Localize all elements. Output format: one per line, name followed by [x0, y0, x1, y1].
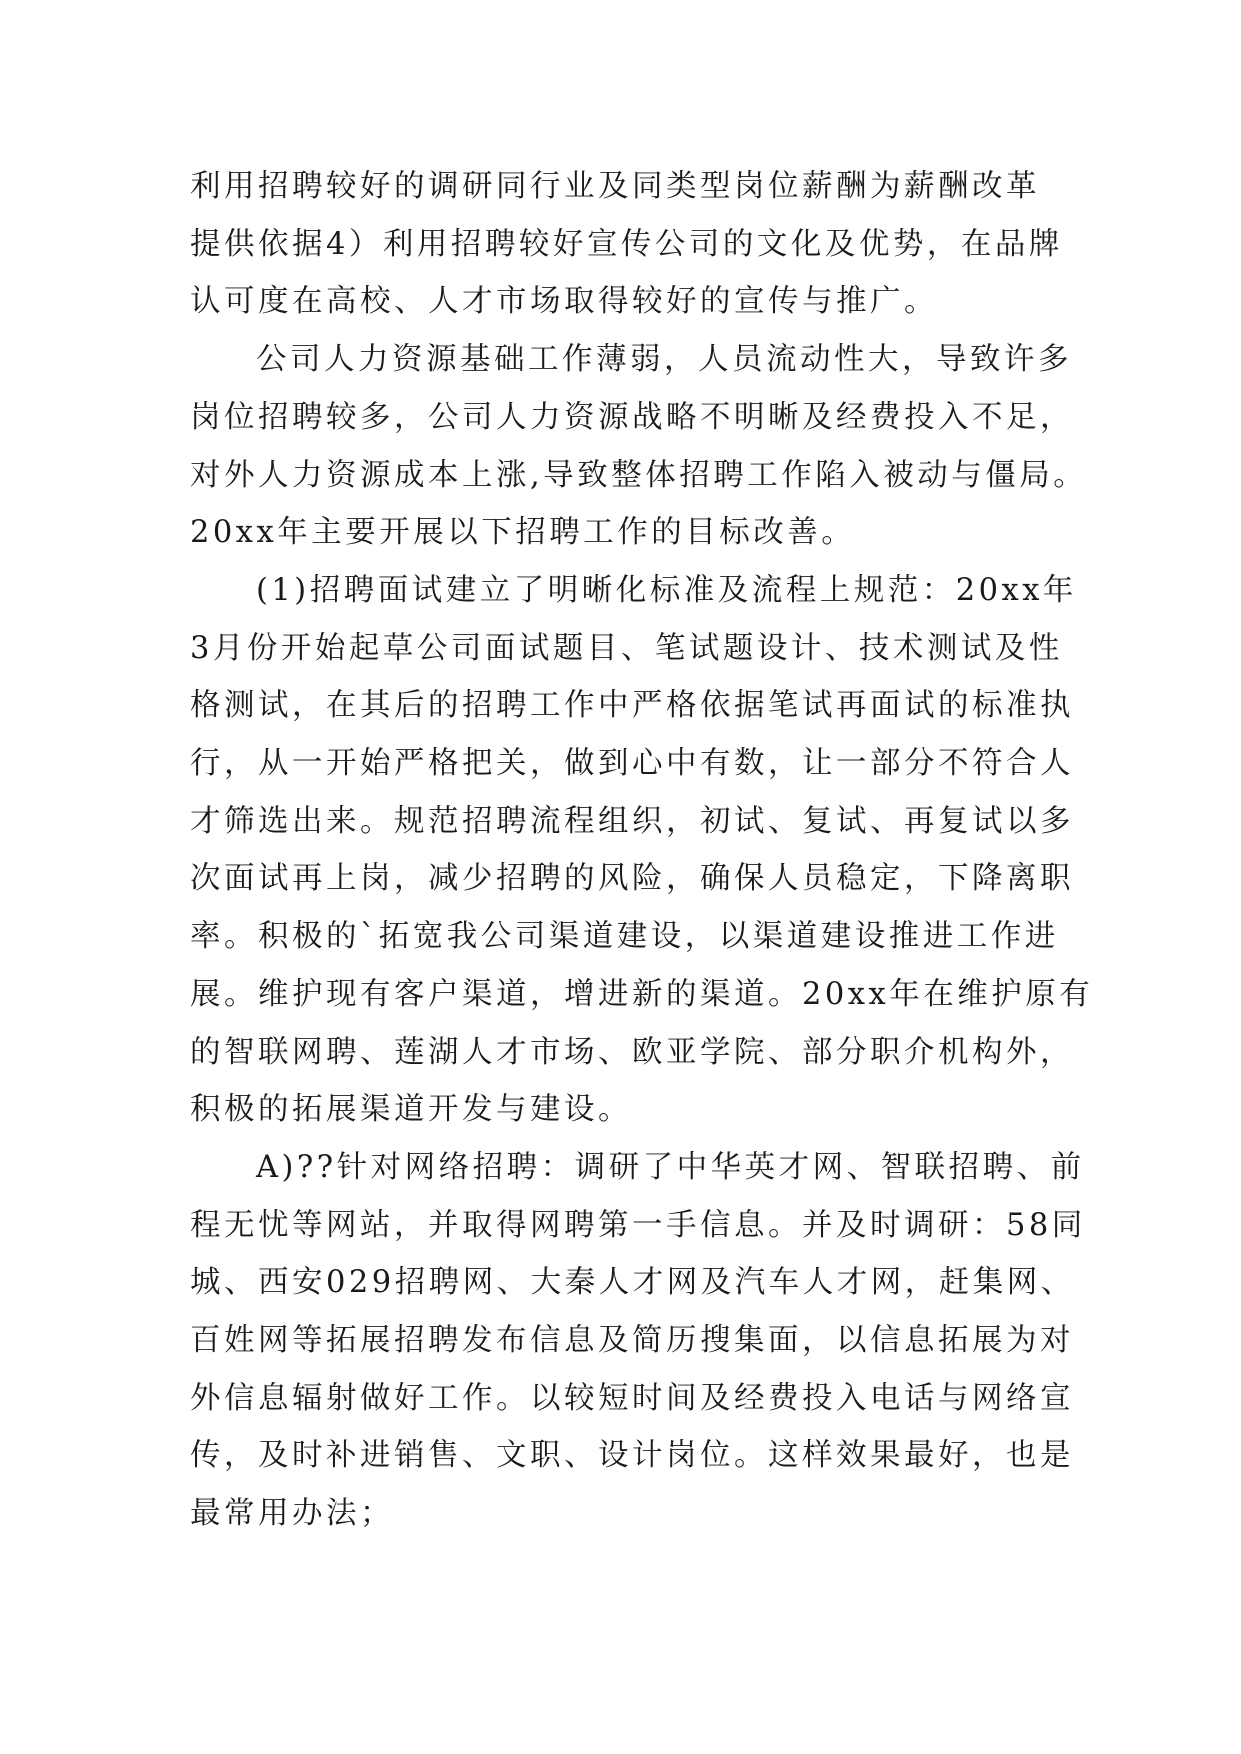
text-line: 提供依据4）利用招聘较好宣传公司的文化及优势，在品牌	[190, 226, 1063, 262]
text-line: 外信息辐射做好工作。以较短时间及经费投入电话与网络宣	[190, 1380, 1074, 1416]
document-body	[190, 158, 1094, 1543]
text-line: 认可度在高校、人才市场取得较好的宣传与推广。	[190, 284, 938, 320]
paragraph-2	[190, 331, 1088, 562]
paragraph-4	[190, 1139, 1086, 1543]
text-line: 利用招聘较好的调研同行业及同类型岗位薪酬为薪酬改革	[190, 169, 1040, 204]
text-line: 积极的拓展渠道开发与建设。	[190, 1092, 632, 1128]
text-line: 展。维护现有客户渠道，增进新的渠道。20xx年在维护原有	[190, 976, 1094, 1012]
text-line: 的智联网聘、莲湖人才市场、欧亚学院、部分职介机构外，	[190, 1034, 1074, 1070]
paragraph-3	[190, 562, 1094, 1139]
text-line: 程无忧等网站，并取得网聘第一手信息。并及时调研：58同	[190, 1207, 1086, 1243]
paragraph-1	[190, 158, 1070, 331]
text-line: 传，及时补进销售、文职、设计岗位。这样效果最好，也是	[190, 1438, 1074, 1474]
text-line: 次面试再上岗，减少招聘的风险，确保人员稳定，下降离职	[190, 861, 1074, 897]
text-line: 3月份开始起草公司面试题目、笔试题设计、技术测试及性	[190, 630, 1063, 666]
text-line: 城、西安029招聘网、大秦人才网及汽车人才网，赶集网、	[190, 1265, 1075, 1301]
text-line: 对外人力资源成本上涨,导致整体招聘工作陷入被动与僵局。	[190, 457, 1088, 493]
text-line: 公司人力资源基础工作薄弱，人员流动性大，导致许多	[256, 342, 1072, 378]
text-line: (1)招聘面试建立了明晰化标准及流程上规范：20xx年	[256, 572, 1077, 608]
text-line: 行，从一开始严格把关，做到心中有数，让一部分不符合人	[190, 746, 1074, 782]
text-line: 岗位招聘较多，公司人力资源战略不明晰及经费投入不足，	[190, 399, 1074, 435]
text-line: 率。积极的`拓宽我公司渠道建设，以渠道建设推进工作进	[190, 919, 1059, 955]
text-line: 最常用办法；	[190, 1496, 394, 1532]
text-line: 格测试，在其后的招聘工作中严格依据笔试再面试的标准执	[190, 688, 1074, 724]
text-line: 20xx年主要开展以下招聘工作的目标改善。	[190, 515, 856, 551]
text-line: 才筛选出来。规范招聘流程组织，初试、复试、再复试以多	[190, 803, 1074, 839]
text-line: 百姓网等拓展招聘发布信息及简历搜集面，以信息拓展为对	[190, 1323, 1074, 1359]
text-line: A)??针对网络招聘：调研了中华英才网、智联招聘、前	[256, 1149, 1085, 1185]
